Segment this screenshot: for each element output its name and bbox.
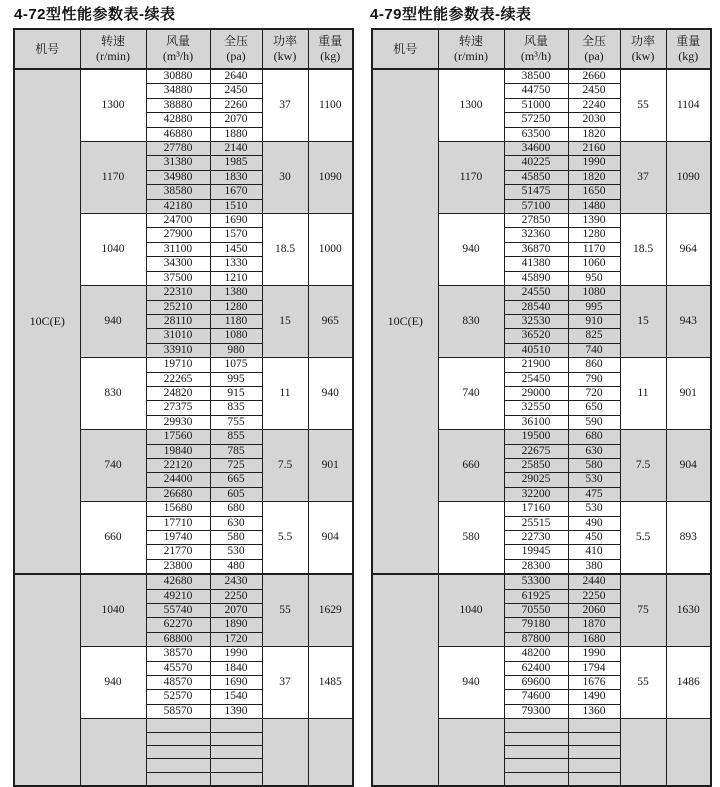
- flow-value: 24400: [146, 473, 210, 487]
- pressure-value: 1690: [210, 676, 262, 690]
- pressure-value: 580: [568, 458, 620, 472]
- pressure-value: 855: [210, 430, 262, 444]
- power-cell: 55: [620, 647, 666, 719]
- pressure-value: [210, 719, 262, 732]
- speed-cell: 830: [438, 286, 504, 358]
- flow-value: 48200: [504, 647, 568, 661]
- pressure-value: 475: [568, 487, 620, 501]
- flow-value: 29930: [146, 415, 210, 429]
- pressure-value: 2450: [210, 84, 262, 98]
- pressure-value: 2140: [210, 142, 262, 156]
- flow-value: 52570: [146, 690, 210, 704]
- power-cell: 5.5: [620, 502, 666, 575]
- pressure-value: 995: [210, 372, 262, 386]
- flow-value: 17710: [146, 516, 210, 530]
- flow-value: 55740: [146, 604, 210, 618]
- speed-cell: [80, 719, 146, 786]
- flow-value: 45890: [504, 271, 568, 285]
- weight-cell: 1630: [666, 574, 711, 647]
- pressure-value: 530: [210, 545, 262, 559]
- pressure-value: 1820: [568, 170, 620, 184]
- pressure-value: [568, 772, 620, 785]
- pressure-value: [568, 746, 620, 759]
- flow-value: 53300: [504, 574, 568, 589]
- header-cell-5: 重量 (kg): [666, 29, 711, 69]
- flow-value: 41380: [504, 257, 568, 271]
- header-cell-1: 转速 (r/min): [438, 29, 504, 69]
- pressure-value: 1210: [210, 271, 262, 285]
- machine-cell: [372, 574, 438, 786]
- power-cell: 30: [262, 142, 308, 214]
- pressure-value: 1840: [210, 661, 262, 675]
- pressure-value: 1794: [568, 661, 620, 675]
- pressure-value: 785: [210, 444, 262, 458]
- flow-value: 25450: [504, 372, 568, 386]
- weight-cell: 1090: [666, 142, 711, 214]
- pressure-value: 1280: [210, 300, 262, 314]
- pressure-value: 950: [568, 271, 620, 285]
- header-row: [372, 29, 711, 69]
- flow-value: 28110: [146, 314, 210, 328]
- pressure-value: 530: [568, 473, 620, 487]
- weight-cell: 1000: [308, 214, 353, 286]
- pressure-value: 1676: [568, 676, 620, 690]
- table-row: [372, 69, 711, 84]
- flow-value: 27900: [146, 228, 210, 242]
- flow-value: 38880: [146, 98, 210, 112]
- flow-value: 34880: [146, 84, 210, 98]
- flow-value: 51475: [504, 185, 568, 199]
- pressure-value: 1540: [210, 690, 262, 704]
- flow-value: 28540: [504, 300, 568, 314]
- flow-value: 51000: [504, 98, 568, 112]
- power-cell: 55: [620, 69, 666, 142]
- header-cell-5: 重量 (kg): [308, 29, 353, 69]
- flow-value: 38570: [146, 647, 210, 661]
- pressure-value: 1880: [210, 127, 262, 141]
- pressure-value: 740: [568, 343, 620, 357]
- flow-value: 63500: [504, 127, 568, 141]
- header-cell-4: 功率 (kw): [262, 29, 308, 69]
- flow-value: 48570: [146, 676, 210, 690]
- pressure-value: [568, 719, 620, 732]
- machine-cell: [14, 574, 80, 786]
- header-cell-0: 机号: [14, 29, 80, 69]
- flow-value: 57250: [504, 113, 568, 127]
- speed-cell: 830: [80, 358, 146, 430]
- flow-value: 38580: [146, 185, 210, 199]
- pressure-value: [210, 759, 262, 772]
- pressure-value: 490: [568, 516, 620, 530]
- flow-value: 21770: [146, 545, 210, 559]
- speed-cell: 580: [438, 502, 504, 575]
- flow-value: 25850: [504, 458, 568, 472]
- flow-value: 24550: [504, 286, 568, 300]
- flow-value: 19710: [146, 358, 210, 372]
- flow-value: 49210: [146, 589, 210, 603]
- weight-cell: 904: [666, 430, 711, 502]
- flow-value: 32360: [504, 228, 568, 242]
- power-cell: 7.5: [262, 430, 308, 502]
- pressure-value: 1330: [210, 257, 262, 271]
- table-row: [372, 574, 711, 589]
- flow-value: 45570: [146, 661, 210, 675]
- weight-cell: 1104: [666, 69, 711, 142]
- power-cell: 7.5: [620, 430, 666, 502]
- pressure-value: 1060: [568, 257, 620, 271]
- flow-value: 58570: [146, 704, 210, 718]
- pressure-value: 1890: [210, 618, 262, 632]
- pressure-value: 450: [568, 531, 620, 545]
- pressure-value: 1570: [210, 228, 262, 242]
- flow-value: 31100: [146, 242, 210, 256]
- pressure-value: 2250: [210, 589, 262, 603]
- pressure-value: 680: [210, 502, 262, 516]
- table-row: [14, 574, 353, 589]
- table-title-4-79: 4-79型性能参数表-续表: [370, 6, 532, 23]
- speed-cell: 740: [438, 358, 504, 430]
- flow-value: [146, 732, 210, 745]
- power-cell: 37: [262, 647, 308, 719]
- speed-cell: 1300: [80, 69, 146, 142]
- weight-cell: 1090: [308, 142, 353, 214]
- header-row: [14, 29, 353, 69]
- power-cell: 18.5: [262, 214, 308, 286]
- flow-value: 34980: [146, 170, 210, 184]
- power-cell: 11: [262, 358, 308, 430]
- pressure-value: 1170: [568, 242, 620, 256]
- flow-value: 22310: [146, 286, 210, 300]
- weight-cell: 893: [666, 502, 711, 575]
- flow-value: 30880: [146, 69, 210, 84]
- power-cell: 37: [620, 142, 666, 214]
- pressure-value: 2430: [210, 574, 262, 589]
- pressure-value: 1990: [210, 647, 262, 661]
- flow-value: 74600: [504, 690, 568, 704]
- flow-value: 33910: [146, 343, 210, 357]
- table-title-4-72: 4-72型性能参数表-续表: [14, 6, 176, 23]
- speed-cell: 1300: [438, 69, 504, 142]
- flow-value: 23800: [146, 559, 210, 574]
- pressure-value: 2450: [568, 84, 620, 98]
- pressure-value: 725: [210, 458, 262, 472]
- header-cell-1: 转速 (r/min): [80, 29, 146, 69]
- pressure-value: 1690: [210, 214, 262, 228]
- flow-value: [146, 772, 210, 785]
- pressure-value: 480: [210, 559, 262, 574]
- weight-cell: 943: [666, 286, 711, 358]
- pressure-value: [210, 746, 262, 759]
- flow-value: 36870: [504, 242, 568, 256]
- flow-value: 24820: [146, 386, 210, 400]
- pressure-value: 1985: [210, 156, 262, 170]
- power-cell: 11: [620, 358, 666, 430]
- flow-value: 17160: [504, 502, 568, 516]
- machine-cell: 10C(E): [14, 69, 80, 574]
- flow-value: 22730: [504, 531, 568, 545]
- flow-value: 38500: [504, 69, 568, 84]
- weight-cell: 901: [666, 358, 711, 430]
- flow-value: [504, 732, 568, 745]
- pressure-value: [210, 732, 262, 745]
- flow-value: 24700: [146, 214, 210, 228]
- pressure-value: 630: [568, 444, 620, 458]
- flow-value: 27375: [146, 401, 210, 415]
- speed-cell: 1040: [80, 214, 146, 286]
- pressure-value: 1450: [210, 242, 262, 256]
- pressure-value: 680: [568, 430, 620, 444]
- power-cell: [620, 719, 666, 786]
- flow-value: 42680: [146, 574, 210, 589]
- power-cell: 55: [262, 574, 308, 647]
- flow-value: 19945: [504, 545, 568, 559]
- pressure-value: 380: [568, 559, 620, 574]
- flow-value: 69600: [504, 676, 568, 690]
- pressure-value: 720: [568, 386, 620, 400]
- header-cell-2: 风量 (m³/h): [504, 29, 568, 69]
- flow-value: 22265: [146, 372, 210, 386]
- flow-value: 15680: [146, 502, 210, 516]
- flow-value: 32530: [504, 314, 568, 328]
- flow-value: [504, 772, 568, 785]
- power-cell: 15: [262, 286, 308, 358]
- pressure-value: 1510: [210, 199, 262, 213]
- flow-value: 37500: [146, 271, 210, 285]
- power-cell: 37: [262, 69, 308, 142]
- pressure-value: 1830: [210, 170, 262, 184]
- power-cell: 15: [620, 286, 666, 358]
- flow-value: 57100: [504, 199, 568, 213]
- pressure-value: 915: [210, 386, 262, 400]
- flow-value: 34300: [146, 257, 210, 271]
- pressure-value: 1075: [210, 358, 262, 372]
- flow-value: 31010: [146, 329, 210, 343]
- speed-cell: 1040: [438, 574, 504, 647]
- flow-value: 62400: [504, 661, 568, 675]
- speed-cell: 1040: [80, 574, 146, 647]
- pressure-value: [210, 772, 262, 785]
- pressure-value: 2060: [568, 604, 620, 618]
- weight-cell: 1485: [308, 647, 353, 719]
- header-cell-2: 风量 (m³/h): [146, 29, 210, 69]
- pressure-value: 1650: [568, 185, 620, 199]
- pressure-value: 1480: [568, 199, 620, 213]
- flow-value: 42880: [146, 113, 210, 127]
- pressure-value: 1080: [210, 329, 262, 343]
- pressure-value: 2440: [568, 574, 620, 589]
- pressure-value: 1870: [568, 618, 620, 632]
- flow-value: 29025: [504, 473, 568, 487]
- speed-cell: 660: [438, 430, 504, 502]
- speed-cell: 1170: [438, 142, 504, 214]
- power-cell: 5.5: [262, 502, 308, 575]
- weight-cell: 904: [308, 502, 353, 575]
- flow-value: 46880: [146, 127, 210, 141]
- pressure-value: 1180: [210, 314, 262, 328]
- pressure-value: 2160: [568, 142, 620, 156]
- flow-value: 25210: [146, 300, 210, 314]
- pressure-value: 1080: [568, 286, 620, 300]
- power-cell: 18.5: [620, 214, 666, 286]
- flow-value: 22675: [504, 444, 568, 458]
- pressure-value: 2250: [568, 589, 620, 603]
- pressure-value: 995: [568, 300, 620, 314]
- performance-table: [371, 28, 712, 787]
- speed-cell: 940: [438, 214, 504, 286]
- pressure-value: 590: [568, 415, 620, 429]
- flow-value: [146, 759, 210, 772]
- flow-value: 19740: [146, 531, 210, 545]
- pressure-value: 835: [210, 401, 262, 415]
- flow-value: 61925: [504, 589, 568, 603]
- pressure-value: 1280: [568, 228, 620, 242]
- pressure-value: 1390: [568, 214, 620, 228]
- pressure-value: 910: [568, 314, 620, 328]
- flow-value: [504, 746, 568, 759]
- weight-cell: 940: [308, 358, 353, 430]
- flow-value: 36100: [504, 415, 568, 429]
- flow-value: 42180: [146, 199, 210, 213]
- flow-value: 26680: [146, 487, 210, 501]
- pressure-value: 580: [210, 531, 262, 545]
- flow-value: 87800: [504, 632, 568, 646]
- flow-value: 79300: [504, 704, 568, 718]
- weight-cell: [666, 719, 711, 786]
- pressure-value: 410: [568, 545, 620, 559]
- table-row: [14, 69, 353, 84]
- table-container-4-79: [371, 28, 711, 787]
- flow-value: 28300: [504, 559, 568, 574]
- machine-cell: 10C(E): [372, 69, 438, 574]
- power-cell: [262, 719, 308, 786]
- header-cell-4: 功率 (kw): [620, 29, 666, 69]
- header-cell-3: 全压 (pa): [568, 29, 620, 69]
- pressure-value: 790: [568, 372, 620, 386]
- pressure-value: 530: [568, 502, 620, 516]
- power-cell: 75: [620, 574, 666, 647]
- flow-value: 32550: [504, 401, 568, 415]
- weight-cell: 1100: [308, 69, 353, 142]
- weight-cell: 964: [666, 214, 711, 286]
- flow-value: [504, 759, 568, 772]
- pressure-value: 665: [210, 473, 262, 487]
- weight-cell: 1486: [666, 647, 711, 719]
- flow-value: 44750: [504, 84, 568, 98]
- weight-cell: 965: [308, 286, 353, 358]
- flow-value: 40225: [504, 156, 568, 170]
- pressure-value: 1360: [568, 704, 620, 718]
- pressure-value: 2240: [568, 98, 620, 112]
- pressure-value: 1390: [210, 704, 262, 718]
- pressure-value: 2660: [568, 69, 620, 84]
- table-container-4-72: [13, 28, 353, 787]
- flow-value: 21900: [504, 358, 568, 372]
- flow-value: 19500: [504, 430, 568, 444]
- weight-cell: 1629: [308, 574, 353, 647]
- flow-value: 25515: [504, 516, 568, 530]
- flow-value: 32200: [504, 487, 568, 501]
- flow-value: 29000: [504, 386, 568, 400]
- pressure-value: 1490: [568, 690, 620, 704]
- flow-value: 19840: [146, 444, 210, 458]
- weight-cell: 901: [308, 430, 353, 502]
- speed-cell: 940: [80, 286, 146, 358]
- pressure-value: 2070: [210, 604, 262, 618]
- speed-cell: 740: [80, 430, 146, 502]
- flow-value: 45850: [504, 170, 568, 184]
- flow-value: 68800: [146, 632, 210, 646]
- performance-table: [13, 28, 354, 787]
- pressure-value: 605: [210, 487, 262, 501]
- flow-value: 70550: [504, 604, 568, 618]
- pressure-value: 1670: [210, 185, 262, 199]
- flow-value: 27780: [146, 142, 210, 156]
- speed-cell: 1170: [80, 142, 146, 214]
- pressure-value: 2030: [568, 113, 620, 127]
- pressure-value: 1990: [568, 156, 620, 170]
- flow-value: 22120: [146, 458, 210, 472]
- pressure-value: 2260: [210, 98, 262, 112]
- pressure-value: 630: [210, 516, 262, 530]
- weight-cell: [308, 719, 353, 786]
- flow-value: 17560: [146, 430, 210, 444]
- speed-cell: 940: [438, 647, 504, 719]
- speed-cell: 940: [80, 647, 146, 719]
- pressure-value: 2640: [210, 69, 262, 84]
- pressure-value: 860: [568, 358, 620, 372]
- flow-value: 27850: [504, 214, 568, 228]
- pressure-value: 1380: [210, 286, 262, 300]
- flow-value: [146, 719, 210, 732]
- header-cell-0: 机号: [372, 29, 438, 69]
- speed-cell: 660: [80, 502, 146, 575]
- speed-cell: [438, 719, 504, 786]
- pressure-value: 2070: [210, 113, 262, 127]
- flow-value: 34600: [504, 142, 568, 156]
- pressure-value: 980: [210, 343, 262, 357]
- flow-value: 79180: [504, 618, 568, 632]
- pressure-value: 650: [568, 401, 620, 415]
- pressure-value: [568, 732, 620, 745]
- flow-value: 40510: [504, 343, 568, 357]
- pressure-value: 1820: [568, 127, 620, 141]
- pressure-value: 755: [210, 415, 262, 429]
- flow-value: 62270: [146, 618, 210, 632]
- pressure-value: 1720: [210, 632, 262, 646]
- flow-value: 31380: [146, 156, 210, 170]
- header-cell-3: 全压 (pa): [210, 29, 262, 69]
- pressure-value: 825: [568, 329, 620, 343]
- flow-value: [504, 719, 568, 732]
- pressure-value: 1990: [568, 647, 620, 661]
- flow-value: [146, 746, 210, 759]
- pressure-value: 1680: [568, 632, 620, 646]
- pressure-value: [568, 759, 620, 772]
- flow-value: 36520: [504, 329, 568, 343]
